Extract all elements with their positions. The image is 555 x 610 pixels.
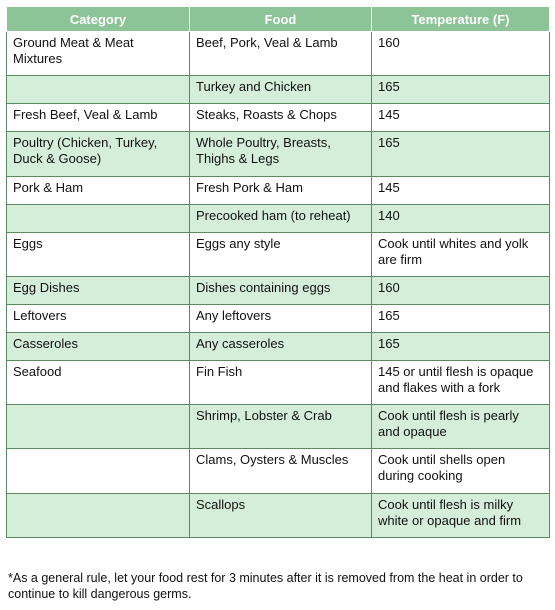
category-cell: Pork & Ham (7, 177, 190, 205)
table-row (7, 361, 550, 405)
table-row (7, 405, 550, 449)
category-cell (7, 494, 190, 538)
category-cell (7, 205, 190, 233)
food-cell: Eggs any style (190, 233, 372, 277)
category-cell: Leftovers (7, 305, 190, 333)
temperature-cell: 145 (372, 177, 550, 205)
temperature-cell: 160 (372, 277, 550, 305)
header-category: Category (7, 7, 190, 32)
table-row (7, 233, 550, 277)
footnote: *As a general rule, let your food rest for 3 minutes after it is removed from the heat in order to continue to kill dangerous germs. (8, 571, 523, 601)
table-row (7, 494, 550, 538)
temperature-cell: 140 (372, 205, 550, 233)
table-row (7, 305, 550, 333)
food-cell: Fresh Pork & Ham (190, 177, 372, 205)
table-row (7, 277, 550, 305)
table-row (7, 132, 550, 177)
food-cell: Turkey and Chicken (190, 76, 372, 104)
temperature-cell: 165 (372, 333, 550, 361)
category-cell: Casseroles (7, 333, 190, 361)
category-cell: Ground Meat & Meat Mixtures (7, 32, 190, 76)
temperature-cell: 160 (372, 32, 550, 76)
category-cell: Fresh Beef, Veal & Lamb (7, 104, 190, 132)
food-cell: Clams, Oysters & Muscles (190, 449, 372, 494)
food-cell: Dishes containing eggs (190, 277, 372, 305)
table-row (7, 333, 550, 361)
table-row (7, 32, 550, 76)
food-cell: Shrimp, Lobster & Crab (190, 405, 372, 449)
temperature-cell: Cook until whites and yolk are firm (372, 233, 550, 277)
table-row (7, 205, 550, 233)
table-row (7, 449, 550, 494)
food-cell: Precooked ham (to reheat) (190, 205, 372, 233)
temperature-cell: 165 (372, 132, 550, 177)
table-row (7, 177, 550, 205)
temperature-cell: 145 or until flesh is opaque and flakes with a fork (372, 361, 550, 405)
header-temperature: Temperature (F) (372, 7, 550, 32)
table-row (7, 104, 550, 132)
food-cell: Beef, Pork, Veal & Lamb (190, 32, 372, 76)
food-cell: Scallops (190, 494, 372, 538)
safe-cooking-temperature-table (6, 6, 550, 538)
table-header-row (7, 7, 550, 32)
temperature-cell: 145 (372, 104, 550, 132)
category-cell: Egg Dishes (7, 277, 190, 305)
food-cell: Any leftovers (190, 305, 372, 333)
temperature-cell: Cook until flesh is milky white or opaque and firm (372, 494, 550, 538)
header-food: Food (190, 7, 372, 32)
category-cell (7, 76, 190, 104)
category-cell: Eggs (7, 233, 190, 277)
food-cell: Whole Poultry, Breasts, Thighs & Legs (190, 132, 372, 177)
food-cell: Steaks, Roasts & Chops (190, 104, 372, 132)
category-cell (7, 449, 190, 494)
temperature-table-container (6, 6, 549, 538)
temperature-cell: 165 (372, 76, 550, 104)
category-cell: Seafood (7, 361, 190, 405)
category-cell (7, 405, 190, 449)
food-cell: Any casseroles (190, 333, 372, 361)
temperature-cell: Cook until shells open during cooking (372, 449, 550, 494)
temperature-cell: 165 (372, 305, 550, 333)
table-row (7, 76, 550, 104)
food-cell: Fin Fish (190, 361, 372, 405)
temperature-cell: Cook until flesh is pearly and opaque (372, 405, 550, 449)
category-cell: Poultry (Chicken, Turkey, Duck & Goose) (7, 132, 190, 177)
